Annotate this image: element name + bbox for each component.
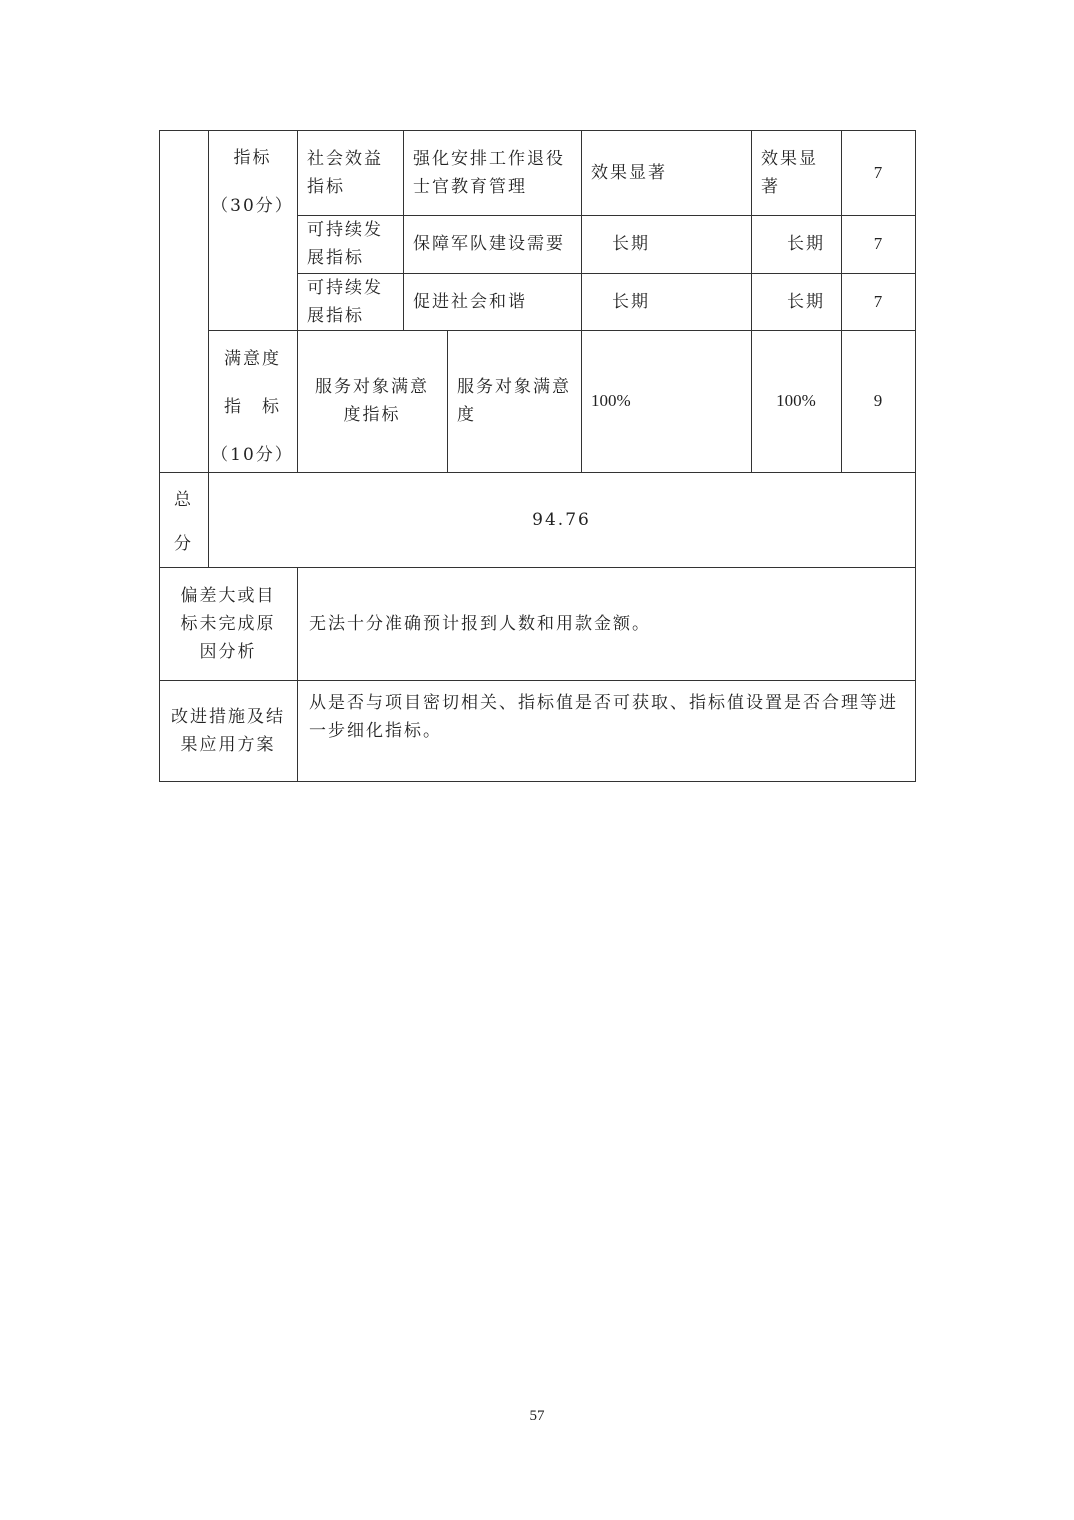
table-border: [159, 781, 916, 782]
table-row-3-actual: 长期: [787, 291, 825, 312]
table-row-3-indicator: 促进社会和谐: [413, 291, 527, 312]
table-row-2-actual: 长期: [787, 234, 825, 254]
table-row-3-score: 7: [873, 291, 883, 311]
satisfaction-actual: 100%: [776, 391, 816, 410]
group-label-satisfaction: [208, 347, 297, 467]
group-label-output-indicators: [208, 146, 297, 218]
total-label: 总 分: [174, 490, 193, 554]
table-row-1-score: 7: [873, 162, 883, 182]
group-label-line: 指 标: [224, 397, 281, 417]
group-label-line: （30分）: [211, 196, 294, 216]
satisfaction-indicator: 服务对象满意度: [457, 377, 571, 425]
satisfaction-target: 100%: [591, 391, 631, 410]
deviation-text: 无法十分准确预计报到人数和用款金额。: [309, 613, 651, 634]
table-row-2-indicator: 保障军队建设需要: [413, 234, 565, 254]
total-score: 94.76: [532, 509, 591, 530]
table-row-2-target: 长期: [612, 234, 650, 254]
table-row-2-category: 可持续发展指标: [307, 220, 383, 268]
table-row-1-indicator: 强化安排工作退役士官教育管理: [413, 148, 565, 197]
improvement-text: 从是否与项目密切相关、指标值是否可获取、指标值设置是否合理等进一步细化指标。: [309, 693, 898, 741]
page-number: 57: [529, 1408, 545, 1424]
table-row-1-actual: 效果显著: [761, 148, 818, 197]
satisfaction-score: 9: [873, 391, 883, 410]
table-row-1-category: 社会效益指标: [307, 148, 383, 197]
table-border: [915, 130, 916, 782]
group-label-line: （10分）: [211, 445, 294, 465]
group-label-line: 满意度: [224, 349, 281, 369]
deviation-label: 偏差大或目标未完成原因分析: [180, 585, 276, 662]
table-row-3-category: 可持续发展指标: [307, 277, 383, 326]
satisfaction-category: 服务对象满意度指标: [315, 377, 429, 425]
improvement-label: 改进措施及结果应用方案: [171, 706, 285, 755]
table-row-3-target: 长期: [612, 291, 650, 312]
table-row-1-target: 效果显著: [591, 162, 667, 183]
group-label-line: 指标: [233, 148, 272, 168]
table-row-2-score: 7: [873, 234, 883, 253]
